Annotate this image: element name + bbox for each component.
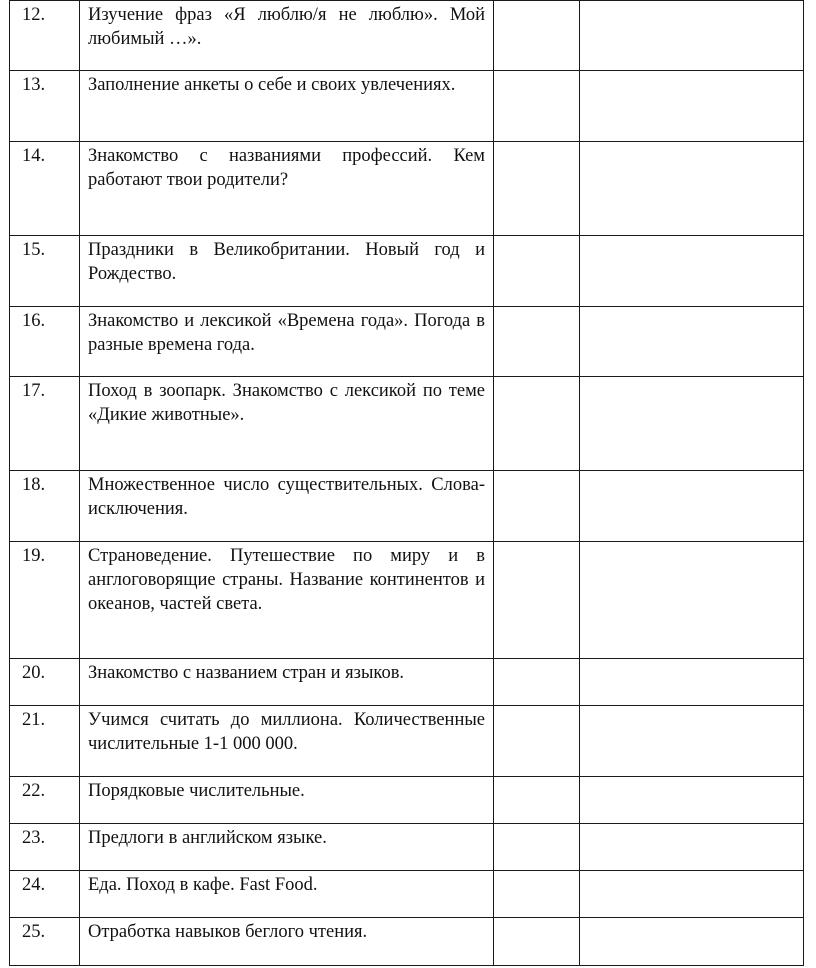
lesson-topic: Знакомство с названиями профессий. Кем работают твои родители? (80, 142, 494, 236)
empty-cell (580, 377, 804, 471)
table-row (10, 824, 804, 871)
empty-cell (494, 918, 580, 966)
empty-cell (580, 1, 804, 71)
lesson-number: 18. (10, 471, 80, 542)
lesson-number: 17. (10, 377, 80, 471)
empty-cell (494, 377, 580, 471)
empty-cell (494, 236, 580, 307)
lesson-number: 20. (10, 659, 80, 706)
empty-cell (580, 824, 804, 871)
lesson-topic: Поход в зоопарк. Знакомство с лексикой по теме «Дикие животные». (80, 377, 494, 471)
lesson-topic: Порядковые числительные. (80, 777, 494, 824)
empty-cell (494, 1, 580, 71)
empty-cell (580, 71, 804, 142)
lesson-topic: Изучение фраз «Я люблю/я не люблю». Мой любимый …». (80, 1, 494, 71)
lesson-number: 25. (10, 918, 80, 966)
table-row (10, 471, 804, 542)
table-row (10, 377, 804, 471)
empty-cell (580, 307, 804, 377)
lesson-number: 23. (10, 824, 80, 871)
lesson-number: 12. (10, 1, 80, 71)
lesson-number: 21. (10, 706, 80, 777)
table-row (10, 918, 804, 966)
empty-cell (580, 659, 804, 706)
table-row (10, 307, 804, 377)
table-row (10, 71, 804, 142)
lesson-number: 24. (10, 871, 80, 918)
lesson-topic: Множественное число существительных. Слова-исключения. (80, 471, 494, 542)
lesson-topic: Знакомство с названием стран и языков. (80, 659, 494, 706)
lesson-topic: Знакомство и лексикой «Времена года». Погода в разные времена года. (80, 307, 494, 377)
empty-cell (494, 471, 580, 542)
empty-cell (494, 659, 580, 706)
table-row (10, 142, 804, 236)
empty-cell (580, 236, 804, 307)
empty-cell (580, 542, 804, 659)
lesson-topic: Еда. Поход в кафе. Fast Food. (80, 871, 494, 918)
empty-cell (494, 542, 580, 659)
lesson-number: 16. (10, 307, 80, 377)
empty-cell (494, 777, 580, 824)
table-row (10, 236, 804, 307)
lesson-topic: Праздники в Великобритании. Новый год и Рождество. (80, 236, 494, 307)
table-row (10, 871, 804, 918)
empty-cell (580, 142, 804, 236)
lesson-number: 22. (10, 777, 80, 824)
empty-cell (580, 777, 804, 824)
empty-cell (494, 824, 580, 871)
empty-cell (580, 471, 804, 542)
table-row (10, 777, 804, 824)
lesson-topic: Заполнение анкеты о себе и своих увлечениях. (80, 71, 494, 142)
lesson-topic: Страноведение. Путешествие по миру и в англоговорящие страны. Название континентов и океанов, частей света. (80, 542, 494, 659)
lesson-topic: Предлоги в английском языке. (80, 824, 494, 871)
table-row (10, 1, 804, 71)
table-row (10, 706, 804, 777)
curriculum-table (9, 0, 804, 966)
empty-cell (580, 706, 804, 777)
empty-cell (494, 71, 580, 142)
table-row (10, 659, 804, 706)
table-row (10, 542, 804, 659)
empty-cell (494, 142, 580, 236)
lesson-number: 19. (10, 542, 80, 659)
lesson-number: 14. (10, 142, 80, 236)
empty-cell (494, 871, 580, 918)
empty-cell (494, 307, 580, 377)
lesson-number: 15. (10, 236, 80, 307)
lesson-topic: Учимся считать до миллиона. Количественные числительные 1-1 000 000. (80, 706, 494, 777)
lesson-topic: Отработка навыков беглого чтения. (80, 918, 494, 966)
empty-cell (580, 918, 804, 966)
lesson-number: 13. (10, 71, 80, 142)
empty-cell (580, 871, 804, 918)
empty-cell (494, 706, 580, 777)
